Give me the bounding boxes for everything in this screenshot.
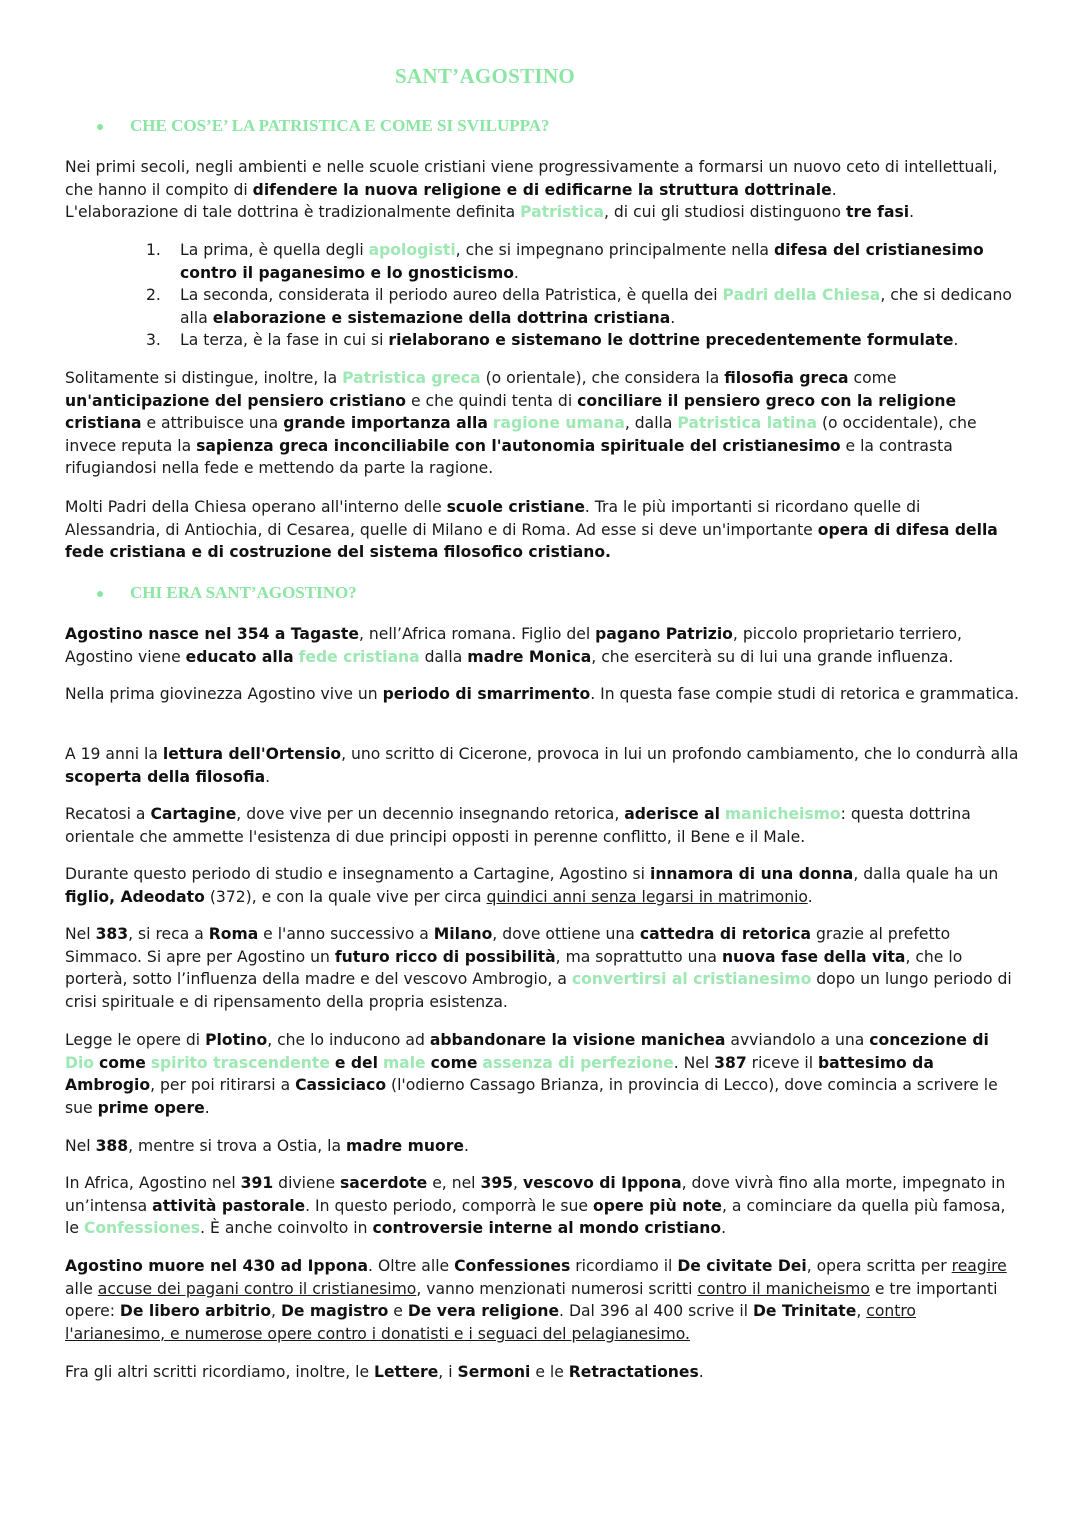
- text-run: , opera scritta per: [806, 1257, 952, 1275]
- list-item: [146, 329, 1016, 352]
- text-run: e attribuisce una: [141, 414, 284, 433]
- text-run: . Oltre alle: [368, 1257, 455, 1275]
- bold-text: Roma: [208, 925, 259, 943]
- text-run: . Dal 396 al 400 scrive il: [559, 1302, 753, 1321]
- text-run: (o occidentale), che invece reputa la: [65, 414, 977, 455]
- text-run: : questa dottrina orientale che ammette l'esistenza di due principi opposti in perenne conflitto, il Bene e il Male.: [65, 805, 971, 846]
- bold-text: madre Monica: [467, 647, 592, 666]
- bold-text: rielaborano e sistemano le dottrine precedentemente formulate: [388, 331, 954, 350]
- highlighted-term: apologisti: [368, 241, 456, 259]
- text-run: e: [388, 1302, 408, 1321]
- text-run: e le: [530, 1363, 569, 1381]
- bold-text: sapienza greca inconciliabile con l'autonomia spirituale del cristianesimo: [196, 436, 841, 455]
- text-run: , vanno menzionati numerosi scritti: [416, 1279, 698, 1298]
- paragraph: [65, 863, 1020, 908]
- text-run: Nel: [65, 925, 96, 943]
- text-run: , dove vive per un decennio insegnando retorica,: [236, 805, 625, 823]
- highlighted-term: manicheismo: [724, 805, 841, 823]
- bold-text: prime opere: [97, 1098, 205, 1117]
- section-heading-patristica: [96, 116, 550, 136]
- text-run: come: [848, 369, 897, 387]
- highlighted-term: Patristica greca: [342, 369, 481, 387]
- text-run: La seconda, considerata il periodo aureo della Patristica, è quella dei: [180, 286, 723, 305]
- bold-text: Lettere: [374, 1363, 439, 1381]
- bold-text: opere più note: [592, 1196, 723, 1215]
- text-run: , che lo inducono ad: [267, 1031, 430, 1049]
- bold-text: un'anticipazione del pensiero cristiano: [65, 391, 406, 410]
- text-run: (372), e con la quale vive per circa: [204, 887, 487, 906]
- text-run: , nell’Africa romana. Figlio del: [358, 625, 596, 643]
- highlighted-term: Confessiones: [83, 1219, 201, 1238]
- bold-text: futuro ricco di possibilità: [334, 947, 556, 966]
- list-item-text: [180, 241, 984, 282]
- bold-text: lettura dell'Ortensio: [162, 745, 342, 763]
- bold-text: 388: [95, 1137, 129, 1155]
- paragraph: [65, 1135, 1020, 1158]
- bold-text: 391: [240, 1174, 274, 1192]
- text-run: Nella prima giovinezza Agostino vive un: [65, 685, 383, 703]
- bold-text: De vera religione: [407, 1302, 560, 1321]
- underlined-text: accuse dei pagani contro il cristianesimo: [97, 1279, 417, 1298]
- bold-text: attività pastorale: [152, 1196, 306, 1215]
- section-heading-text: CHE COS’E’ LA PATRISTICA E COME SI SVILUPPA?: [130, 116, 550, 135]
- text-run: , che eserciterà su di lui una grande influenza.: [591, 647, 954, 666]
- text-run: .: [265, 767, 271, 786]
- list-item-text: [180, 331, 958, 349]
- bold-text: figlio, Adeodato: [65, 887, 205, 906]
- bold-text: innamora di una donna: [649, 865, 854, 883]
- bullet-icon: ●: [96, 587, 105, 602]
- text-run: , ma soprattutto una: [555, 947, 722, 966]
- bold-text: 387: [714, 1053, 747, 1072]
- paragraph: [65, 1255, 1020, 1345]
- page-title: SANT’AGOSTINO: [394, 64, 576, 88]
- highlighted-term: fede cristiana: [298, 647, 420, 666]
- bold-text: De Trinitate: [752, 1302, 857, 1321]
- paragraph: [65, 803, 1020, 848]
- bold-text: scoperta della filosofia: [65, 767, 266, 786]
- highlighted-term: assenza di perfezione: [482, 1053, 674, 1072]
- text-run: . Nel: [673, 1053, 715, 1072]
- bold-text: grande importanza alla: [283, 414, 488, 433]
- bold-text: cattedra di retorica: [639, 925, 812, 943]
- text-run: e l'anno successivo a: [258, 925, 434, 943]
- text-run: Nei primi secoli, negli ambienti e nelle scuole cristiani viene progressivamente a formarsi un nuovo ceto di intellettuali, che hanno il compito di: [65, 158, 998, 199]
- bold-text: periodo di smarrimento: [382, 685, 591, 703]
- text-run: .: [807, 887, 813, 906]
- text-run: , che si dedicano alla: [180, 286, 1012, 327]
- bold-text: tre fasi: [846, 203, 910, 222]
- text-run: .: [909, 203, 915, 222]
- text-run: e tre importanti opere:: [65, 1279, 998, 1321]
- list-item-text: [180, 286, 1012, 327]
- bold-text: e del: [334, 1053, 378, 1072]
- text-run: .: [670, 308, 676, 327]
- bold-text: opera di difesa della fede cristiana e di costruzione del sistema filosofico cristiano.: [65, 520, 998, 562]
- text-run: diviene: [273, 1174, 340, 1192]
- highlighted-term: Patristica: [520, 203, 604, 222]
- text-run: , mentre si trova a Ostia, la: [128, 1137, 346, 1155]
- text-run: Solitamente si distingue, inoltre, la: [65, 369, 343, 387]
- bold-text: Confessiones: [454, 1257, 571, 1275]
- bold-text: De libero arbitrio: [119, 1302, 272, 1321]
- section-heading-text: CHI ERA SANT’AGOSTINO?: [130, 583, 357, 602]
- text-run: . Tra le più importanti si ricordano quelle di Alessandria, di Antiochia, di Cesarea, quelle di Milano e di Roma. Ad esse si deve un'importante: [65, 498, 921, 539]
- bold-text: Cartagine: [150, 805, 237, 823]
- text-run: .: [513, 263, 519, 282]
- text-run: L'elaborazione di tale dottrina è tradizionalmente definita: [65, 203, 521, 222]
- text-run: , a cominciare da quella più famosa, le: [65, 1196, 1006, 1238]
- underlined-text: reagire: [951, 1257, 1007, 1275]
- bold-text: De magistro: [280, 1302, 389, 1321]
- bold-text: aderisce al: [624, 805, 720, 823]
- text-run: La terza, è la fase in cui si: [180, 331, 389, 350]
- text-run: (o orientale), che considera la: [480, 369, 725, 387]
- text-run: .: [831, 180, 837, 199]
- text-run: e che quindi tenta di: [406, 391, 578, 410]
- bold-text: come: [430, 1053, 478, 1072]
- list-number: 1.: [146, 241, 161, 259]
- text-run: (l'odierno Cassago Brianza, in provincia di Lecco), dove comincia a scrivere le sue: [65, 1076, 998, 1117]
- text-run: , per poi ritirarsi a: [150, 1076, 296, 1095]
- list-item: [146, 239, 1016, 284]
- text-run: , uno scritto di Cicerone, provoca in lui un profondo cambiamento, che lo condurrà alla: [341, 745, 1019, 763]
- bold-text: difendere la nuova religione e di edificarne la struttura dottrinale: [252, 180, 832, 199]
- paragraph: [65, 623, 1020, 668]
- text-run: ,: [513, 1174, 523, 1192]
- text-run: In Africa, Agostino nel: [65, 1174, 241, 1192]
- bold-text: come: [98, 1053, 146, 1072]
- bold-text: pagano Patrizio: [595, 625, 733, 643]
- bold-text: elaborazione e sistemazione della dottrina cristiana: [212, 308, 671, 327]
- text-run: ,: [856, 1302, 867, 1321]
- text-run: Fra gli altri scritti ricordiamo, inoltre, le: [65, 1363, 375, 1381]
- bold-text: Retractationes: [568, 1363, 699, 1381]
- section-heading-agostino: [96, 583, 357, 603]
- bold-text: sacerdote: [340, 1174, 428, 1192]
- bold-text: Agostino muore nel 430 ad Ippona: [65, 1257, 369, 1275]
- text-run: , dalla: [624, 414, 678, 433]
- text-run: , piccolo proprietario terriero, Agostino viene: [65, 625, 962, 666]
- bold-text: Plotino: [205, 1031, 268, 1049]
- text-run: . In questa fase compie studi di retorica e grammatica.: [590, 685, 1020, 703]
- text-run: e la contrasta rifugiandosi nella fede e mettendo da parte la ragione.: [65, 436, 953, 478]
- bold-text: abbandonare la visione manichea: [429, 1031, 726, 1049]
- text-run: , si reca a: [128, 925, 209, 943]
- text-run: .: [463, 1137, 469, 1155]
- text-run: , che lo porterà, sotto l’influenza della madre e del vescovo Ambrogio, a: [65, 947, 963, 989]
- bold-text: 383: [95, 925, 129, 943]
- paragraph: [65, 496, 1020, 564]
- bold-text: Milano: [433, 925, 493, 943]
- bullet-icon: ●: [96, 120, 105, 135]
- underlined-text: contro l'arianesimo, e numerose opere contro i donatisti e i seguaci del pelagianesimo.: [65, 1302, 916, 1343]
- text-run: , dalla quale ha un: [853, 865, 999, 883]
- text-run: ricordiamo il: [570, 1257, 678, 1275]
- paragraph: [65, 367, 1020, 480]
- highlighted-term: spirito trascendente: [150, 1053, 330, 1072]
- bold-text: controversie interne al mondo cristiano: [372, 1219, 722, 1238]
- highlighted-term: Padri della Chiesa: [722, 286, 881, 305]
- list-number: 2.: [146, 286, 161, 305]
- bold-text: madre muore: [346, 1137, 464, 1155]
- paragraph: [65, 156, 1020, 224]
- text-run: ,: [271, 1302, 281, 1321]
- text-run: .: [204, 1098, 210, 1117]
- text-run: Recatosi a: [65, 805, 151, 823]
- text-run: , dove ottiene una: [492, 925, 640, 943]
- text-run: grazie al prefetto Simmaco. Si apre per Agostino un: [65, 925, 951, 966]
- text-run: dalla: [419, 647, 468, 666]
- paragraph: [65, 1361, 1020, 1384]
- bold-text: vescovo di Ippona: [522, 1174, 682, 1192]
- text-run: . È anche coinvolto in: [200, 1219, 373, 1238]
- text-run: e, nel: [427, 1174, 481, 1192]
- text-run: . In questo periodo, comporrà le sue: [305, 1196, 593, 1215]
- paragraph: [65, 1029, 1020, 1119]
- text-run: , di cui gli studiosi distinguono: [603, 203, 847, 222]
- text-run: Nel: [65, 1137, 96, 1155]
- highlighted-term: Dio: [65, 1053, 95, 1072]
- text-run: alle: [65, 1279, 98, 1298]
- bold-text: Sermoni: [457, 1363, 531, 1381]
- list-number: 3.: [146, 331, 161, 350]
- bold-text: filosofia greca: [724, 369, 849, 387]
- text-run: avviandolo a una: [725, 1031, 870, 1049]
- numbered-list: [146, 239, 1016, 352]
- text-run: , dove vivrà fino alla morte, impegnato in un’intensa: [65, 1174, 1006, 1215]
- bold-text: difesa del cristianesimo contro il paganesimo e lo gnosticismo: [180, 241, 984, 282]
- text-run: Legge le opere di: [65, 1031, 206, 1049]
- underlined-text: contro il manicheismo: [697, 1279, 870, 1298]
- text-run: Durante questo periodo di studio e insegnamento a Cartagine, Agostino si: [65, 865, 650, 883]
- bold-text: 395: [480, 1174, 514, 1192]
- text-run: , i: [438, 1363, 458, 1381]
- text-run: .: [698, 1363, 704, 1381]
- paragraph: [65, 683, 1020, 706]
- bold-text: nuova fase della vita: [721, 947, 906, 966]
- text-run: riceve il: [746, 1053, 818, 1072]
- highlighted-term: convertirsi al cristianesimo: [571, 970, 812, 989]
- bold-text: Agostino nasce nel 354 a Tagaste: [65, 625, 359, 643]
- text-run: .: [721, 1219, 727, 1238]
- highlighted-term: male: [382, 1053, 426, 1072]
- bold-text: Cassiciaco: [295, 1076, 387, 1095]
- paragraph: [65, 1172, 1020, 1240]
- text-run: La prima, è quella degli: [180, 241, 369, 259]
- paragraph: [65, 743, 1020, 788]
- bold-text: battesimo da Ambrogio: [65, 1053, 934, 1095]
- bold-text: conciliare il pensiero greco con la religione cristiana: [65, 391, 957, 433]
- bold-text: concezione di: [869, 1031, 989, 1049]
- text-run: .: [953, 331, 959, 350]
- text-run: Molti Padri della Chiesa operano all'interno delle: [65, 498, 447, 516]
- bold-text: scuole cristiane: [446, 498, 585, 516]
- highlighted-term: Patristica latina: [677, 414, 818, 433]
- underlined-text: quindici anni senza legarsi in matrimonio: [486, 887, 808, 906]
- text-run: , che si impegnano principalmente nella: [455, 241, 774, 259]
- paragraph: [65, 923, 1020, 1013]
- bold-text: educato alla: [185, 647, 294, 666]
- bold-text: De civitate Dei: [677, 1257, 807, 1275]
- text-run: A 19 anni la: [65, 745, 163, 763]
- list-item: [146, 284, 1016, 329]
- highlighted-term: ragione umana: [492, 414, 625, 433]
- text-run: dopo un lungo periodo di crisi spirituale e di ripensamento della propria esistenza.: [65, 970, 1012, 1011]
